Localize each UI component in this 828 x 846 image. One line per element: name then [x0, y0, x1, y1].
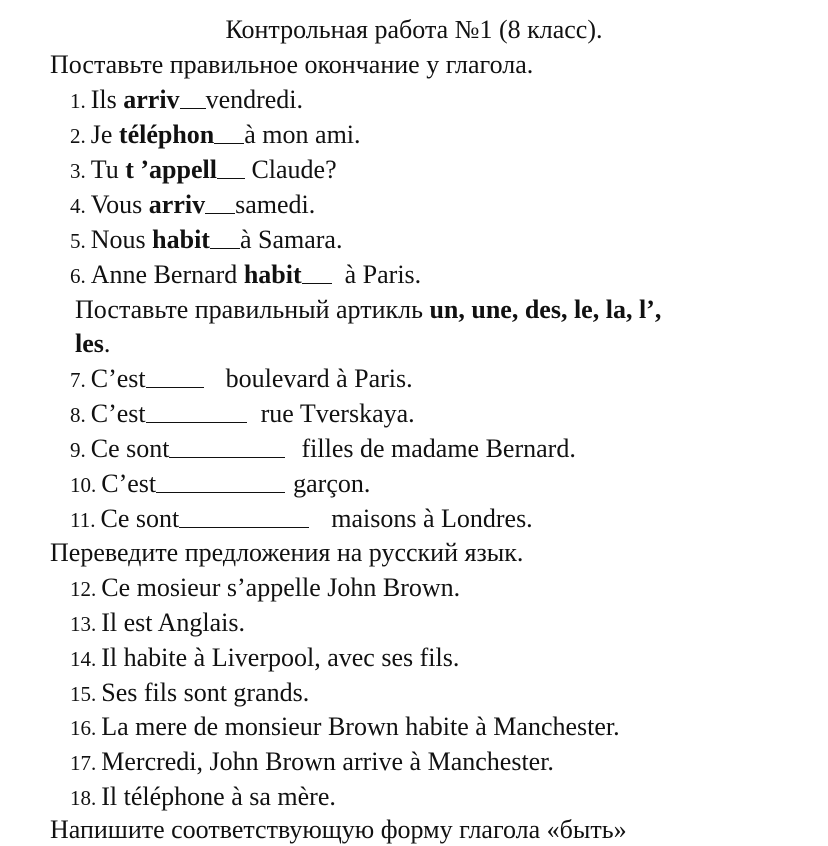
verb-stem: arriv	[148, 190, 206, 219]
answer-blank[interactable]	[179, 527, 309, 528]
item-number: 18.	[70, 786, 97, 810]
list-item: 15. Ses fils sont grands.	[70, 678, 310, 707]
answer-blank[interactable]	[156, 492, 285, 493]
answer-blank[interactable]	[169, 457, 285, 458]
item-number: 17.	[70, 751, 97, 775]
item-number: 10.	[70, 473, 97, 497]
section4-instruction: Напишите соответствующую форму глагола «быть»	[50, 815, 627, 844]
list-item: 4. Vous arriv samedi.	[70, 190, 316, 219]
answer-blank[interactable]	[146, 422, 247, 423]
list-item: 6. Anne Bernard habit à Paris.	[70, 260, 422, 289]
verb-stem: t ’appell	[125, 155, 217, 184]
list-item: 11. Ce sont maisons à Londres.	[70, 504, 533, 533]
item-number: 16.	[70, 716, 97, 740]
verb-stem: arriv	[123, 85, 180, 114]
section3-instruction: Переведите предложения на русский язык.	[50, 538, 524, 567]
list-item: 17. Mercredi, John Brown arrive à Manchester.	[70, 747, 554, 776]
section1-instruction: Поставьте правильное окончание у глагола.	[50, 50, 534, 79]
item-number: 9.	[70, 438, 86, 462]
list-item: 5. Nous habit à Samara.	[70, 225, 343, 254]
answer-blank[interactable]	[205, 213, 235, 214]
list-item: 10. C’est garçon.	[70, 469, 371, 498]
item-number: 13.	[70, 612, 97, 636]
answer-blank[interactable]	[146, 387, 204, 388]
list-item: 7. C’est boulevard à Paris.	[70, 364, 413, 393]
section2-instruction: Поставьте правильный артикль un, une, des, le, la, l’,	[75, 295, 662, 324]
list-item: 12. Ce mosieur s’appelle John Brown.	[70, 573, 461, 602]
list-item: 9. Ce sont filles de madame Bernard.	[70, 434, 576, 463]
list-item: 13. Il est Anglais.	[70, 608, 245, 637]
list-item: 2. Je téléphon à mon ami.	[70, 120, 361, 149]
list-item: 1. Ils arriv vendredi.	[70, 85, 304, 114]
page-title: Контрольная работа №1 (8 класс).	[225, 15, 603, 44]
answer-blank[interactable]	[180, 108, 206, 109]
item-number: 8.	[70, 403, 86, 427]
item-number: 4.	[70, 194, 86, 218]
verb-stem: téléphon	[118, 120, 215, 149]
item-number: 2.	[70, 124, 86, 148]
item-number: 11.	[70, 508, 96, 532]
answer-blank[interactable]	[302, 283, 332, 284]
list-item: 16. La mere de monsieur Brown habite à Manchester.	[70, 712, 620, 741]
item-number: 15.	[70, 682, 97, 706]
item-number: 14.	[70, 647, 97, 671]
verb-stem: habit	[152, 225, 210, 254]
item-number: 5.	[70, 229, 86, 253]
section2-instruction-cont: les.	[75, 329, 111, 358]
list-item: 14. Il habite à Liverpool, avec ses fils.	[70, 643, 460, 672]
list-item: 8. C’est rue Tverskaya.	[70, 399, 415, 428]
item-number: 1.	[70, 89, 86, 113]
verb-stem: habit	[243, 260, 302, 289]
list-item: 3. Tu t ’appell Claude?	[70, 155, 337, 184]
answer-blank[interactable]	[210, 248, 240, 249]
item-number: 12.	[70, 577, 97, 601]
item-number: 3.	[70, 159, 86, 183]
answer-blank[interactable]	[217, 178, 245, 179]
item-number: 6.	[70, 264, 86, 288]
item-number: 7.	[70, 368, 86, 392]
answer-blank[interactable]	[214, 143, 244, 144]
list-item: 18. Il téléphone à sa mère.	[70, 782, 336, 811]
